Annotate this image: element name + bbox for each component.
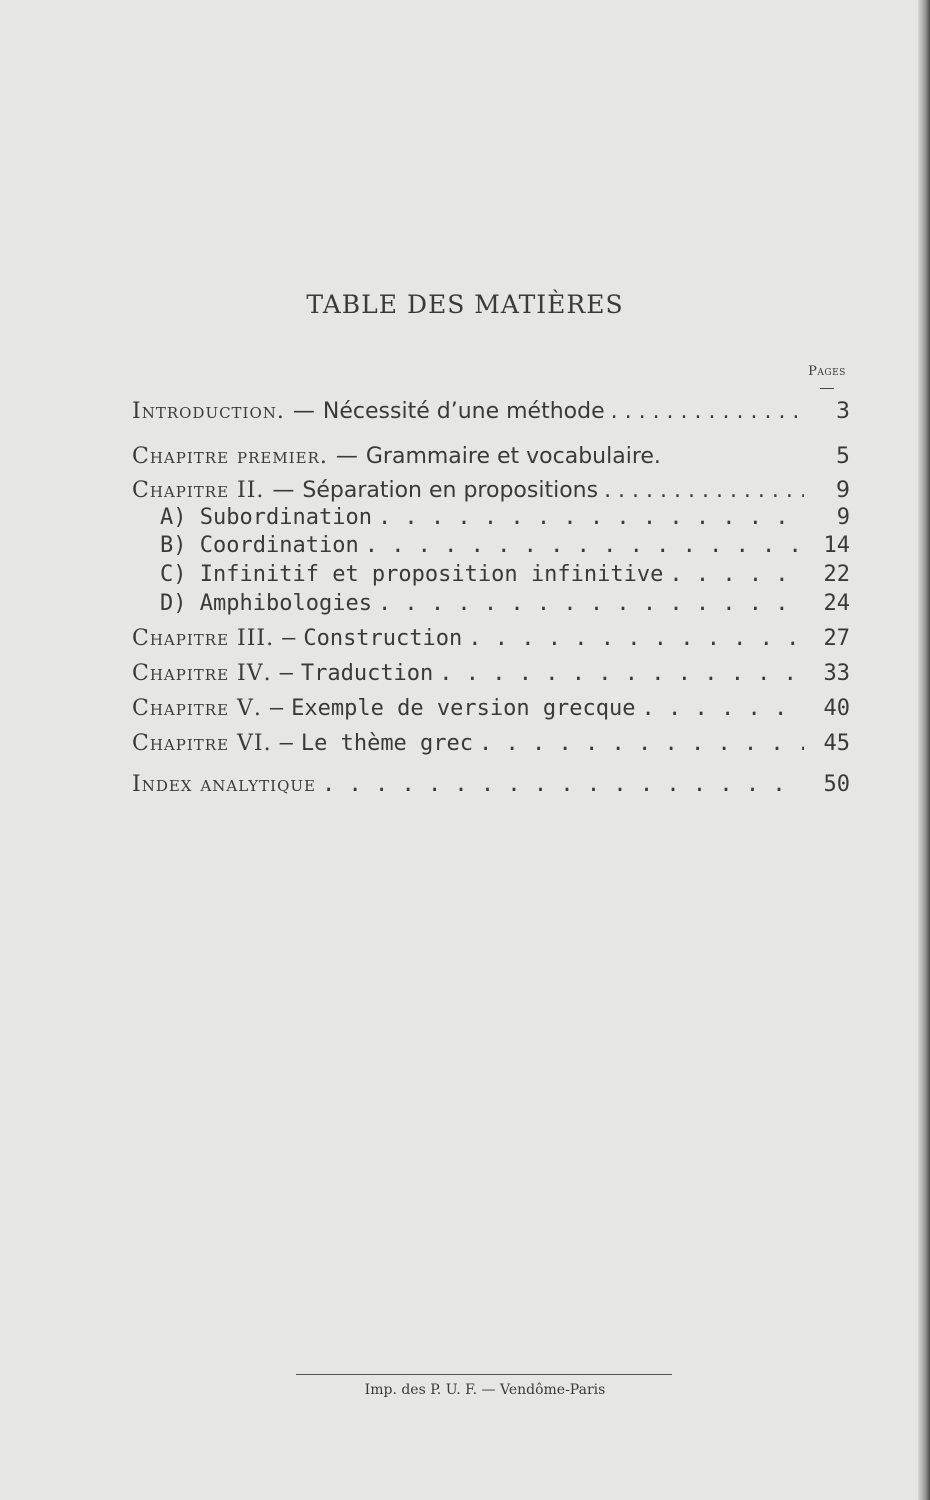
toc-leader-dots <box>611 398 804 426</box>
toc-subentry-b <box>160 532 850 560</box>
toc-entry-text: Nécessité d’une méthode <box>322 399 605 424</box>
toc-entry-chapitre-ii: Chapitre II . — Séparation en propositions . . . 9 <box>132 477 850 505</box>
footer-rule <box>296 1374 672 1375</box>
pages-column-header: Pages <box>808 364 846 379</box>
toc-entry-text: Construction <box>303 626 463 651</box>
toc-entry-chapitre-iii: Chapitre III . — Construction . . . 27 <box>132 625 850 653</box>
toc-subentry-text: Subordination <box>199 505 372 530</box>
toc-entry-page: 14 <box>823 533 850 558</box>
toc-subentry-c <box>160 561 850 589</box>
toc-entry-label: Index analytique <box>132 772 316 797</box>
toc-leader-dots <box>468 625 804 653</box>
toc-entry-chapitre-iv: Chapitre IV . — Traduction . . . 33 <box>132 660 850 688</box>
toc-subentry-a <box>160 504 850 532</box>
toc-entry-text: Grammaire et vocabulaire. <box>365 444 661 469</box>
toc-entry-page: 45 <box>823 731 850 756</box>
toc-entry-label: Chapitre premier <box>132 444 320 469</box>
toc-entry-label: Chapitre II <box>132 478 257 503</box>
toc-entry-label: Chapitre VI <box>132 731 264 756</box>
toc-entry-page: 33 <box>823 661 850 686</box>
toc-entry-label: Chapitre III <box>132 626 267 651</box>
toc-subentry-marker: D) <box>160 591 187 616</box>
printer-imprint: Imp. des P. U. F. — Vendôme-Paris <box>364 1382 606 1398</box>
toc-entry-text: Séparation en propositions <box>302 478 599 503</box>
toc-entry-separator: — <box>279 731 293 756</box>
page-title: TABLE DES MATIÈRES <box>306 290 624 319</box>
toc-entry-page: 50 <box>823 772 850 797</box>
toc-leader-dots <box>378 504 804 532</box>
toc-entry-page: 22 <box>823 562 850 587</box>
toc-leader-dots <box>479 730 804 758</box>
toc-entry-index <box>132 771 850 799</box>
toc-leader-dots <box>439 660 804 688</box>
toc-entry-page: 40 <box>823 696 850 721</box>
toc-entry-separator: — <box>282 626 296 651</box>
toc-subentry-marker: C) <box>160 562 187 587</box>
toc-entry-label: Chapitre V <box>132 696 254 721</box>
toc-leader-dots <box>322 771 804 799</box>
toc-entry-introduction: Introduction . — Nécessité d’une méthode . . . 3 <box>132 398 850 426</box>
toc-entry-text: Exemple de version grecque <box>291 696 636 721</box>
toc-entry-separator: — <box>335 444 358 469</box>
toc-entry-label: Introduction <box>132 399 277 424</box>
toc-entry-chapitre-premier: Chapitre premier . — Grammaire et vocabulaire. 5 <box>132 444 850 469</box>
toc-subentry-text: Amphibologies <box>199 591 372 616</box>
pages-header-dash <box>820 388 834 389</box>
toc-entry-chapitre-v: Chapitre V . — Exemple de version grecque . . . 40 <box>132 695 850 723</box>
toc-leader-dots <box>378 590 804 618</box>
binding-edge <box>918 0 930 1500</box>
toc-subentry-d <box>160 590 850 618</box>
toc-leader-dots <box>365 532 804 560</box>
toc-entry-label: Chapitre IV <box>132 661 264 686</box>
toc-entry-page: 9 <box>836 478 850 503</box>
toc-entry-separator: — <box>292 399 315 424</box>
toc-entry-page: 24 <box>823 591 850 616</box>
toc-subentry-marker: A) <box>160 505 187 530</box>
toc-subentry-text: Infinitif et proposition infinitive <box>199 562 664 587</box>
toc-entry-text: Traduction <box>300 661 434 686</box>
toc-entry-separator: — <box>269 696 284 721</box>
toc-entry-text: Le thème grec <box>300 731 474 756</box>
toc-subentry-text: Coordination <box>199 533 359 558</box>
toc-subentry-marker: B) <box>160 533 187 558</box>
toc-leader-dots <box>604 477 804 505</box>
toc-entry-chapitre-vi: Chapitre VI . — Le thème grec . . . 45 <box>132 730 850 758</box>
toc-entry-separator: — <box>272 478 295 503</box>
toc-leader-dots <box>669 561 804 589</box>
toc-entry-page: 27 <box>823 626 850 651</box>
toc-entry-separator: — <box>279 661 293 686</box>
toc-leader-dots <box>642 695 804 723</box>
toc-entry-page: 5 <box>836 444 850 469</box>
toc-entry-page: 9 <box>836 505 850 530</box>
toc-entry-page: 3 <box>836 399 850 424</box>
